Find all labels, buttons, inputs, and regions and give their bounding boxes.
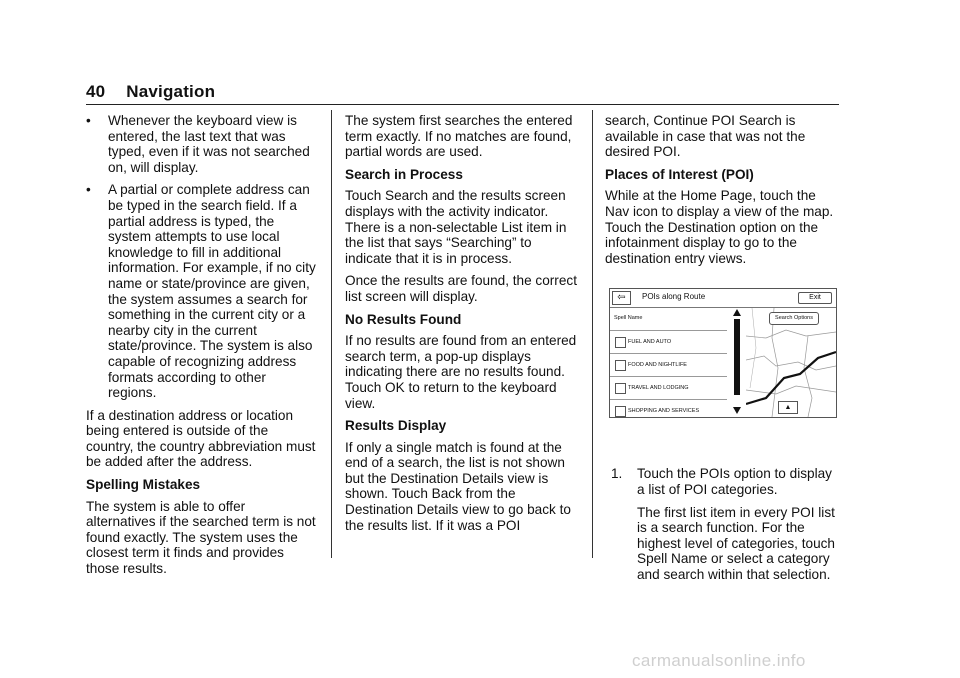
scrollbar[interactable] — [732, 308, 742, 415]
heading-spelling-mistakes: Spelling Mistakes — [86, 477, 201, 493]
screen-title-bar — [610, 289, 836, 308]
column-1 — [86, 113, 318, 584]
list-item-label: TRAVEL AND LODGING — [628, 385, 689, 391]
paragraph: search, Continue POI Search is available in case that was not the desired POI. — [605, 113, 806, 160]
bullet-symbol: • — [86, 182, 91, 198]
list-item-label: FOOD AND NIGHTLIFE — [628, 362, 687, 368]
paragraph: While at the Home Page, touch the Nav icon to display a view of the map. Touch the Destination option on the infotainment display to go to the destination entry views. — [605, 188, 834, 266]
step-text: Touch the POIs option to display a list of POI categories. — [637, 466, 832, 497]
list-item[interactable] — [610, 331, 727, 354]
poi-category-list — [610, 308, 727, 418]
map-up-icon[interactable]: ▲ — [778, 401, 798, 414]
header-rule — [86, 104, 839, 105]
paragraph: If only a single match is found at the end of a search, the list is not shown but the Destination Details view is shown. Touch Back from the Destination Details view to go back to the results list. If it was a POI — [345, 439, 571, 533]
search-options-button[interactable]: Search Options — [769, 312, 819, 325]
screen-title: POIs along Route — [642, 292, 706, 301]
category-icon — [615, 406, 626, 417]
column-divider — [331, 110, 332, 558]
list-item[interactable] — [610, 400, 727, 418]
poi-screen-figure — [609, 288, 837, 418]
paragraph: Once the results are found, the correct list screen will display. — [345, 273, 577, 304]
category-icon — [615, 337, 626, 348]
column-divider — [592, 110, 593, 558]
heading-results-display: Results Display — [345, 418, 447, 434]
category-icon — [615, 360, 626, 371]
bullet-symbol: • — [86, 113, 91, 128]
watermark: carmanualsonline.info — [632, 651, 806, 670]
scroll-up-icon[interactable] — [733, 309, 741, 316]
step-item — [605, 466, 841, 497]
list-item-label: SHOPPING AND SERVICES — [628, 408, 700, 414]
paragraph: The system first searches the entered term exactly. If no matches are found, partial words are used. — [345, 113, 573, 160]
section-title: Navigation — [126, 82, 216, 101]
category-icon — [615, 383, 626, 394]
column-2 — [345, 113, 581, 540]
scroll-down-icon[interactable] — [733, 407, 741, 414]
step-number: 1. — [611, 466, 623, 482]
list-item[interactable] — [610, 377, 727, 400]
scroll-thumb[interactable] — [734, 319, 740, 395]
paragraph: If a destination address or location being entered is outside of the country, the country abbreviation must be added after the address. — [86, 407, 316, 470]
list-item-label: Spell Name — [614, 315, 643, 321]
page-number: 40 — [86, 82, 106, 101]
step-subtext: The first list item in every POI list is a search function. For the highest level of categories, touch Spell Name or select a category and search within that selection. — [637, 504, 835, 582]
exit-button[interactable]: Exit — [798, 292, 832, 304]
paragraph: The system is able to offer alternatives if the searched term is not found exactly. The system uses the closest term it finds and provides those results. — [86, 498, 316, 577]
bullet-text: Whenever the keyboard view is entered, the last text that was typed, even if it was not searched on, will display. — [108, 113, 310, 175]
list-item-label: FUEL AND AUTO — [628, 339, 672, 345]
heading-search-in-process: Search in Process — [345, 166, 463, 182]
paragraph: Touch Search and the results screen displays with the activity indicator. There is a non-selectable List item in the list that says “Searching” to indicate that it is in process. — [345, 188, 567, 266]
paragraph: If no results are found from an entered search term, a pop-up displays indicating there are no results found. Touch OK to return to the keyboard view. — [345, 333, 577, 411]
back-arrow-icon[interactable]: ⇦ — [612, 291, 631, 305]
bullet-text: A partial or complete address can be typed in the search field. If a partial address is typed, the system attempts to use local knowledge to fill in additional information. For example, if no city name or state/province are given, the system assumes a search for something in the current city or a nearby city in the current state/province. The system is also capable of recognizing address formats according to other regions. — [108, 182, 316, 401]
bullet-item — [86, 113, 318, 175]
list-item[interactable] — [610, 308, 727, 331]
heading-places-of-interest: Places of Interest (POI) — [605, 166, 754, 182]
page-header — [86, 82, 215, 102]
heading-no-results-found: No Results Found — [345, 311, 462, 327]
bullet-item — [86, 182, 318, 400]
list-item[interactable] — [610, 354, 727, 377]
